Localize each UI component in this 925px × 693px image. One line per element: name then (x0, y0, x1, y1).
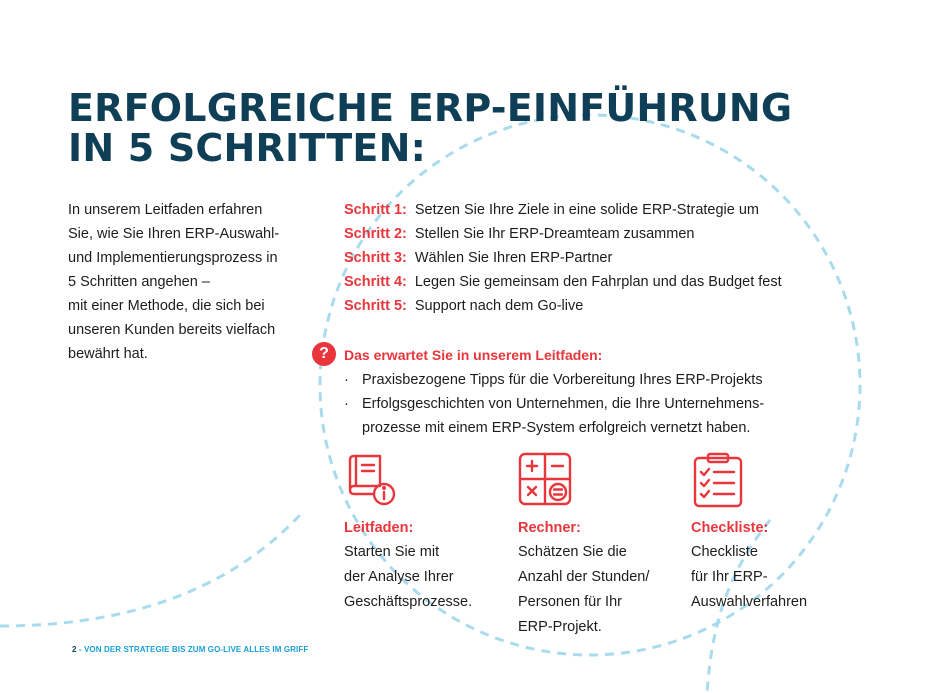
expect-bullet-list (344, 368, 764, 440)
step-label: Schritt 1: (344, 202, 407, 218)
card-body (344, 540, 514, 615)
card-line: Personen für Ihr (518, 594, 622, 610)
step-text: Stellen Sie Ihr ERP-Dreamteam zusammen (414, 226, 695, 242)
card-line: Checkliste (691, 544, 758, 560)
card-line: für Ihr ERP- (691, 569, 768, 585)
step-2 (344, 222, 782, 246)
list-item (344, 392, 764, 440)
card-line: der Analyse Ihrer (344, 569, 454, 585)
intro-line: In unserem Leitfaden erfahren (68, 202, 263, 218)
step-1 (344, 198, 782, 222)
title-line-2: IN 5 SCHRITTEN: (68, 126, 426, 170)
page-footer (72, 645, 308, 654)
card-heading: Checkliste: (691, 520, 769, 536)
step-label: Schritt 3: (344, 250, 407, 266)
bullet-line: Praxisbezogene Tipps für die Vorbereitung Ihres ERP-Projekts (362, 372, 763, 388)
footer-text: VON DER STRATEGIE BIS ZUM GO-LIVE ALLES IM GRIFF (83, 645, 309, 654)
card-line: Auswahlverfahren (691, 594, 808, 610)
intro-line: mit einer Methode, die sich bei (68, 298, 265, 314)
footer-separator: - (78, 645, 84, 654)
card-leitfaden[interactable] (344, 452, 514, 615)
bullet-line: Erfolgsgeschichten von Unternehmen, die Ihre Unternehmens- (362, 396, 765, 412)
calculator-icon (518, 452, 574, 508)
step-text: Legen Sie gemeinsam den Fahrplan und das Budget fest (414, 274, 782, 290)
expect-heading: Das erwartet Sie in unserem Leitfaden: (344, 347, 603, 363)
card-heading: Rechner: (518, 520, 581, 536)
step-3 (344, 246, 782, 270)
list-item (344, 368, 764, 392)
card-line: Schätzen Sie die (518, 544, 627, 560)
bullet-dot: · (344, 372, 349, 388)
guide-book-icon (344, 452, 400, 508)
card-checkliste[interactable] (691, 452, 861, 615)
card-rechner[interactable] (518, 452, 688, 640)
step-text: Wählen Sie Ihren ERP-Partner (414, 250, 613, 266)
card-body (691, 540, 861, 615)
page-title (68, 88, 792, 168)
title-line-1: ERFOLGREICHE ERP-EINFÜHRUNG (68, 86, 793, 130)
card-line: Starten Sie mit (344, 544, 440, 560)
step-text: Support nach dem Go-live (414, 298, 584, 314)
intro-text (68, 198, 318, 366)
card-body (518, 540, 688, 640)
intro-line: und Implementierungsprozess in (68, 250, 278, 266)
question-icon: ? (312, 342, 336, 366)
card-line: Anzahl der Stunden/ (518, 569, 650, 585)
intro-line: 5 Schritten angehen – (68, 274, 210, 290)
bullet-dot: · (344, 396, 349, 412)
card-heading: Leitfaden: (344, 520, 414, 536)
checklist-icon (691, 452, 747, 508)
card-line: ERP-Projekt. (518, 619, 602, 635)
intro-line: unseren Kunden bereits vielfach (68, 322, 276, 338)
step-text: Setzen Sie Ihre Ziele in eine solide ERP-Strategie um (414, 202, 759, 218)
card-line: Geschäftsprozesse. (344, 594, 473, 610)
steps-list (344, 198, 782, 318)
intro-line: bewährt hat. (68, 346, 148, 362)
step-5 (344, 294, 782, 318)
page-number: 2 (72, 645, 77, 654)
step-4 (344, 270, 782, 294)
step-label: Schritt 2: (344, 226, 407, 242)
step-label: Schritt 4: (344, 274, 407, 290)
intro-line: Sie, wie Sie Ihren ERP-Auswahl- (68, 226, 280, 242)
step-label: Schritt 5: (344, 298, 407, 314)
bullet-line: prozesse mit einem ERP-System erfolgreich vernetzt haben. (362, 420, 751, 436)
